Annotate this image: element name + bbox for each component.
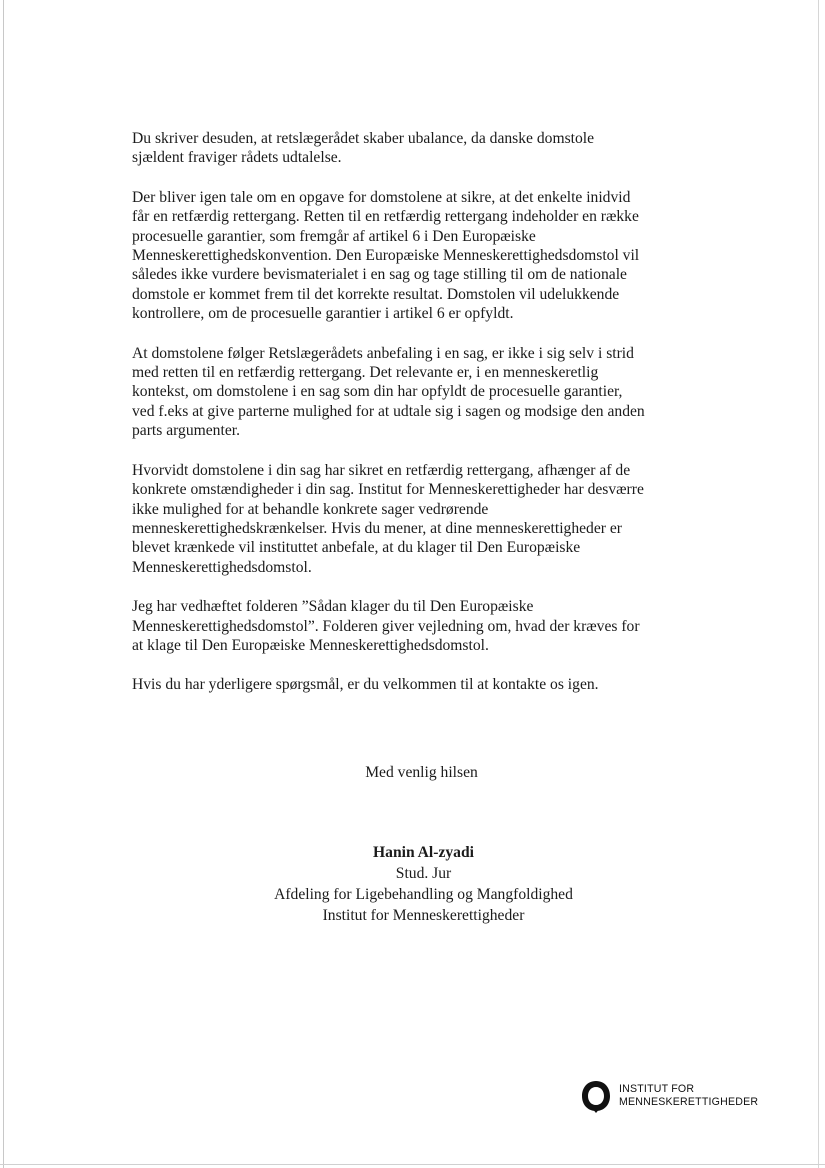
scan-edge-left <box>3 0 4 1168</box>
paragraph-balance: Du skriver desuden, at retslægerådet skaber ubalance, da danske domstole sjældent fraviger rådets udtalelse. <box>132 130 595 167</box>
paragraph-circumstances: Hvorvidt domstolene i din sag har sikret en retfærdig rettergang, afhænger af de konkrete omstændigheder i din sag. Institut for Menneskerettigheder har desværre ikke mulighed for at behandle konkrete sager vedrørende menneskerettighedskrænkelser. Hvis du mener, at dine menneskerettigheder er blevet krænkede vil instituttet anbefale, at du klager til Den Europæiske Menneskerettighedsdomstol. <box>132 461 644 576</box>
signature-title: Stud. Jur <box>395 865 452 882</box>
signature-name: Hanin Al-zyadi <box>373 844 474 861</box>
logo-line-1: INSTITUT FOR <box>619 1083 695 1095</box>
logo-line-2: MENNESKERETTIGHEDER <box>619 1096 759 1108</box>
paragraph-fair-trial: Der bliver igen tale om en opgave for domstolene at sikre, at det enkelte inidvid får en retfærdig rettergang. Retten til en retfærdig rettergang indeholder en række procesuelle garantier, som fremgår af artikel 6 i Den Europæiske Menneskerettighedskonvention. Den Europæiske Menneskerettighedsdomstol vil således ikke vurdere bevismaterialet i en sag og tage stilling til om de nationale domstole er kommet frem til det korrekte resultat. Domstolen vil udelukkende kontrollere, om de procesuelle garantier i artikel 6 er opfyldt. <box>132 188 640 323</box>
paragraph-attachment: Jeg har vedhæftet folderen ”Sådan klager du til Den Europæiske Menneskerettighedsdomstol”. Folderen giver vejledning om, hvad der kræves for at klage til Den Europæiske Menneskerettighedsdomstol. <box>132 598 640 654</box>
paragraph-contact: Hvis du har yderligere spørgsmål, er du velkommen til at kontakte os igen. <box>132 676 599 694</box>
scan-edge-bottom <box>0 1164 825 1165</box>
signature-organization: Institut for Menneskerettigheder <box>322 907 525 924</box>
letter-body <box>132 129 692 714</box>
institute-ring-logo-icon <box>579 1078 613 1114</box>
scan-edge-right <box>818 0 819 1168</box>
signature-block <box>0 842 825 926</box>
logo-wordmark <box>619 1083 758 1109</box>
closing-greeting: Med venlig hilsen <box>365 764 478 781</box>
signature-department: Afdeling for Ligebehandling og Mangfoldighed <box>274 886 573 903</box>
institute-logo <box>579 1078 758 1114</box>
paragraph-recommendation: At domstolene følger Retslægerådets anbefaling i en sag, er ikke i sig selv i strid med retten til en retfærdig rettergang. Det relevante er, i en menneskeretlig kontekst, om domstolene i en sag som din har opfyldt de procesuelle garantier, ved f.eks at give parterne mulighed for at udtale sig i sagen og modsige den anden parts argumenter. <box>132 344 645 440</box>
